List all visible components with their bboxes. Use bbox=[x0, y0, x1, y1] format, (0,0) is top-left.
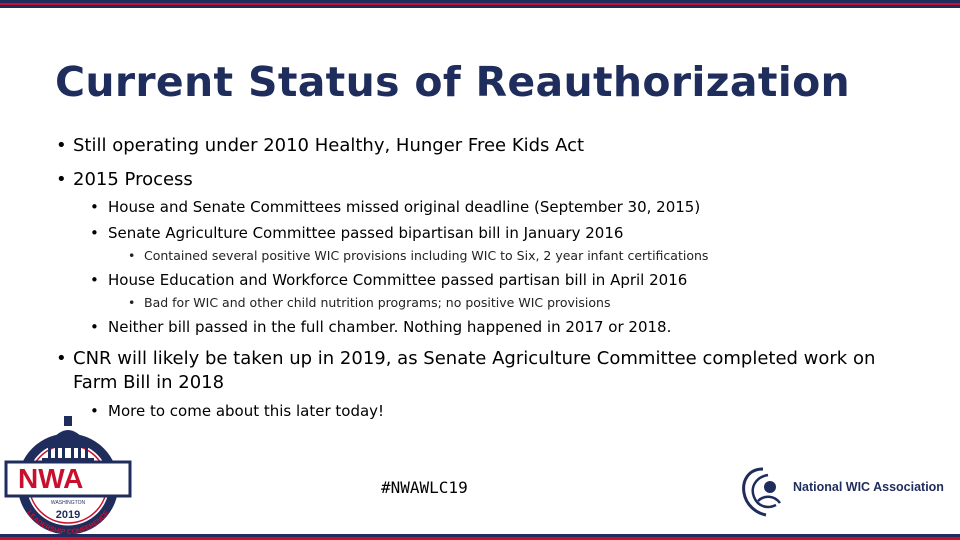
sub-bullet-2-4: • Neither bill passed in the full chamber. Nothing happened in 2017 or 2018. bbox=[90, 318, 672, 336]
sub-sub-bullet-2-2-1: • Contained several positive WIC provisions including WIC to Six, 2 year infant certifications bbox=[128, 248, 709, 263]
svg-text:WASHINGTON: WASHINGTON bbox=[50, 500, 86, 506]
svg-text:LEADERSHIP CONFERENCE: LEADERSHIP CONFERENCE bbox=[25, 509, 111, 534]
bullet-3: • CNR will likely be taken up in 2019, as Senate Agriculture Committee completed work on Farm Bill in 2018 bbox=[56, 348, 876, 393]
mother-child-icon bbox=[738, 465, 788, 520]
sub-bullet-2-2: • Senate Agriculture Committee passed bipartisan bill in January 2016 bbox=[90, 224, 624, 242]
sub-bullet-2-3: • House Education and Workforce Committee passed partisan bill in April 2016 bbox=[90, 271, 688, 289]
sub-bullet-3-1: • More to come about this later today! bbox=[90, 402, 385, 420]
bullet-2: • 2015 Process bbox=[56, 169, 193, 190]
wic-logo-text: National WIC Association bbox=[793, 480, 944, 494]
nwa-conference-logo bbox=[4, 404, 132, 534]
hashtag: #NWAWLC19 bbox=[381, 478, 468, 497]
slide-title: Current Status of Reauthorization bbox=[55, 58, 851, 106]
wic-association-logo bbox=[738, 465, 953, 520]
sub-bullet-2-1: • House and Senate Committees missed original deadline (September 30, 2015) bbox=[90, 198, 701, 216]
svg-text:NWA: NWA bbox=[18, 463, 84, 494]
sub-sub-bullet-2-3-1: • Bad for WIC and other child nutrition programs; no positive WIC provisions bbox=[128, 295, 611, 310]
bottom-border bbox=[0, 534, 960, 540]
svg-text:2019: 2019 bbox=[55, 509, 81, 521]
bullet-1: • Still operating under 2010 Healthy, Hunger Free Kids Act bbox=[56, 135, 585, 156]
top-border bbox=[0, 0, 960, 9]
